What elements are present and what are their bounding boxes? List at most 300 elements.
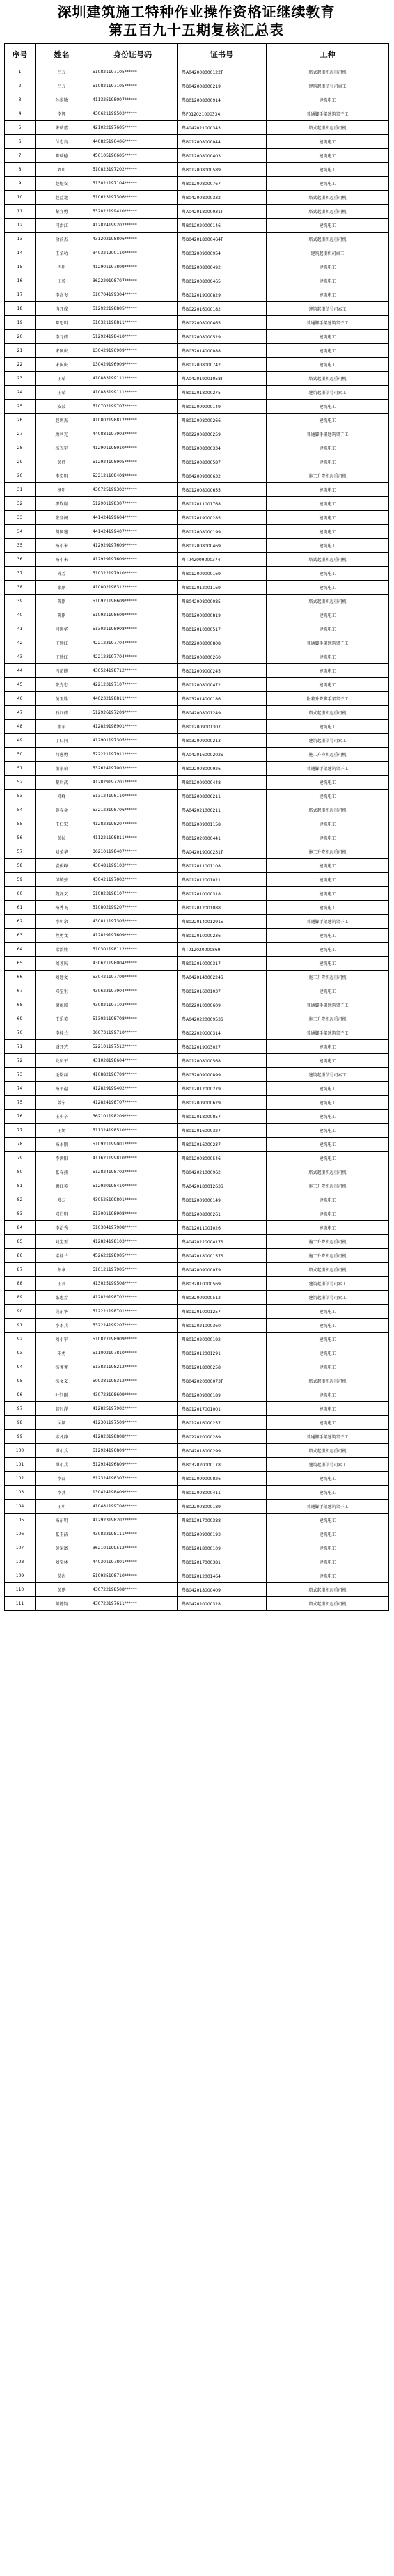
cell-certificate-number: 粤A042014000224S <box>178 971 267 984</box>
cell-trade: 施工升降机起重司机 <box>267 1179 389 1193</box>
cell-id-number: 510921199001****** <box>88 1138 178 1152</box>
cell-trade: 塔式起重机起重司机 <box>267 1583 389 1597</box>
cell-trade: 塔式起重机起重司机 <box>267 803 389 817</box>
cell-name: 闫治江 <box>36 219 88 233</box>
table-row <box>5 1472 389 1486</box>
cell-certificate-number: 粤B012008000546 <box>178 1152 267 1165</box>
cell-name: 陈刚 <box>36 608 88 622</box>
cell-certificate-number: 粤B022008000259 <box>178 427 267 441</box>
cell-id-number: 430481199103****** <box>88 859 178 873</box>
table-row <box>5 358 389 372</box>
cell-id-number: 440301197801****** <box>88 1555 178 1569</box>
cell-index: 97 <box>5 1402 36 1416</box>
table-row <box>5 1416 389 1430</box>
cell-id-number: 410882196709****** <box>88 1068 178 1082</box>
cell-id-number: 430621198004****** <box>88 957 178 971</box>
cell-index: 60 <box>5 887 36 901</box>
cell-index: 89 <box>5 1291 36 1305</box>
cell-certificate-number: 粤B042008000085 <box>178 595 267 608</box>
cell-id-number: 511324198510****** <box>88 1124 178 1138</box>
cell-name: 宋国庆 <box>36 358 88 372</box>
cell-certificate-number: 粤B012009001307 <box>178 720 267 734</box>
cell-index: 23 <box>5 372 36 386</box>
table-row <box>5 971 389 984</box>
cell-certificate-number: 粤B012018000109 <box>178 1541 267 1555</box>
cell-index: 9 <box>5 177 36 191</box>
cell-id-number: 410802198312****** <box>88 581 178 595</box>
cell-id-number: 410802198812****** <box>88 414 178 427</box>
cell-id-number: 532224199207****** <box>88 1319 178 1333</box>
table-row <box>5 344 389 358</box>
cell-trade: 建筑起重信号司索工 <box>267 302 389 316</box>
cell-index: 26 <box>5 414 36 427</box>
cell-trade: 建筑电工 <box>267 831 389 845</box>
cell-index: 51 <box>5 762 36 776</box>
cell-trade: 建筑电工 <box>267 1152 389 1165</box>
cell-index: 46 <box>5 692 36 706</box>
cell-trade: 建筑起重信号司索工 <box>267 734 389 748</box>
cell-certificate-number: 粤B012008000334 <box>178 441 267 455</box>
cell-id-number: 513821198212****** <box>88 1360 178 1374</box>
cell-id-number: 530421197709****** <box>88 971 178 984</box>
cell-name: 李宏明 <box>36 469 88 483</box>
cell-id-number: 430811197305****** <box>88 915 178 929</box>
cell-name: 冯超能 <box>36 664 88 678</box>
cell-trade: 建筑电工 <box>267 539 389 553</box>
cell-certificate-number: 粤B012008000411 <box>178 1486 267 1500</box>
cell-trade: 建筑电工 <box>267 1110 389 1124</box>
cell-id-number: 522121199408****** <box>88 469 178 483</box>
table-row <box>5 650 389 664</box>
cell-name: 黄拉 <box>36 831 88 845</box>
cell-trade: 建筑电工 <box>267 177 389 191</box>
cell-certificate-number: 粤B012008000199 <box>178 525 267 539</box>
table-row <box>5 233 389 246</box>
cell-trade: 建筑起重机司索工 <box>267 246 389 260</box>
table-row <box>5 483 389 497</box>
cell-index: 88 <box>5 1277 36 1291</box>
cell-index: 29 <box>5 455 36 469</box>
table-header-row <box>5 44 389 65</box>
cell-trade: 建筑电工 <box>267 984 389 998</box>
cell-index: 66 <box>5 971 36 984</box>
cell-name: 朱勇 <box>36 1346 88 1360</box>
cell-trade: 施工升降机起重司机 <box>267 1012 389 1026</box>
cell-trade: 普通脚手架建筑架子工 <box>267 1500 389 1514</box>
cell-name: 张惠芳 <box>36 1291 88 1305</box>
cell-id-number: 130429196909****** <box>88 358 178 372</box>
cell-certificate-number: 粤A042008000122T <box>178 65 267 79</box>
cell-id-number: 412823198808****** <box>88 1430 178 1444</box>
cell-id-number: 510823197202****** <box>88 163 178 177</box>
cell-trade: 建筑电工 <box>267 525 389 539</box>
cell-trade: 普通脚手架建筑架子工 <box>267 316 389 330</box>
table-row <box>5 1500 389 1514</box>
cell-index: 54 <box>5 803 36 817</box>
cell-certificate-number: 粤A042021000211 <box>178 803 267 817</box>
cell-index: 40 <box>5 608 36 622</box>
cell-trade: 建筑电工 <box>267 664 389 678</box>
cell-index: 82 <box>5 1193 36 1207</box>
cell-id-number: 512922198805****** <box>88 302 178 316</box>
cell-index: 11 <box>5 205 36 219</box>
table-row <box>5 1333 389 1346</box>
cell-trade: 塔式起重机起重司机 <box>267 1374 389 1388</box>
cell-index: 20 <box>5 330 36 344</box>
table-row <box>5 1555 389 1569</box>
cell-name: 邓峰 <box>36 790 88 803</box>
cell-certificate-number: 粤B022016000182 <box>178 302 267 316</box>
cell-index: 14 <box>5 246 36 260</box>
cell-name: 彭章 <box>36 1263 88 1277</box>
cell-id-number: 510623197306****** <box>88 191 178 205</box>
cell-id-number: 510823198107****** <box>88 887 178 901</box>
cell-certificate-number: 粤B022014001291E <box>178 915 267 929</box>
cell-trade: 塔式起重机起重司机 <box>267 121 389 135</box>
cell-id-number: 413025199508****** <box>88 1277 178 1291</box>
cell-name: 刘宝玉 <box>36 1235 88 1249</box>
cell-id-number: 430821197103****** <box>88 998 178 1012</box>
cell-index: 79 <box>5 1152 36 1165</box>
cell-name: 丁建红 <box>36 650 88 664</box>
cell-trade: 建筑电工 <box>267 1138 389 1152</box>
cell-trade: 建筑电工 <box>267 288 389 302</box>
cell-name: 李永兵 <box>36 1319 88 1333</box>
cell-name: 谭小兵 <box>36 1444 88 1458</box>
cell-name: 杨光军 <box>36 441 88 455</box>
cell-certificate-number: 粤T012020000869 <box>178 943 267 957</box>
cell-trade: 建筑电工 <box>267 1541 389 1555</box>
table-row <box>5 219 389 233</box>
cell-id-number: 512924196809****** <box>88 1458 178 1472</box>
cell-id-number: 412824199202****** <box>88 219 178 233</box>
cell-id-number: 522221197911****** <box>88 748 178 762</box>
cell-trade: 建筑电工 <box>267 1402 389 1416</box>
cell-name: 石红伟 <box>36 706 88 720</box>
cell-index: 5 <box>5 121 36 135</box>
cell-id-number: 510321198811****** <box>88 316 178 330</box>
table-row <box>5 998 389 1012</box>
table-row <box>5 79 389 93</box>
cell-id-number: 510301198112****** <box>88 943 178 957</box>
cell-certificate-number: 粤B042009000079 <box>178 1263 267 1277</box>
cell-name: 梁治胜 <box>36 943 88 957</box>
table-row <box>5 929 389 943</box>
cell-id-number: 412901198910****** <box>88 441 178 455</box>
table-row <box>5 1138 389 1152</box>
table-row <box>5 1444 389 1458</box>
cell-id-number: 510704199304****** <box>88 288 178 302</box>
cell-index: 75 <box>5 1096 36 1110</box>
table-row <box>5 1026 389 1040</box>
header-index: 序号 <box>5 44 36 65</box>
cell-id-number: 422123197704****** <box>88 636 178 650</box>
cell-certificate-number: 粤B012010000236 <box>178 929 267 943</box>
document-sheet <box>4 3 388 1611</box>
table-row <box>5 581 389 595</box>
table-row <box>5 1012 389 1026</box>
cell-trade: 建筑电工 <box>267 414 389 427</box>
table-row <box>5 65 389 79</box>
cell-certificate-number: 粤B012016000257 <box>178 1416 267 1430</box>
cell-trade: 施工升降机起重司机 <box>267 469 389 483</box>
cell-index: 72 <box>5 1054 36 1068</box>
cell-name: 刘宝林 <box>36 1555 88 1569</box>
cell-certificate-number: 粤B012011001026 <box>178 1221 267 1235</box>
title-line-1: 深圳建筑施工特种作业操作资格证继续教育 <box>57 3 336 20</box>
cell-trade: 建筑电工 <box>267 330 389 344</box>
cell-index: 111 <box>5 1597 36 1611</box>
cell-trade: 建筑电工 <box>267 1096 389 1110</box>
cell-index: 74 <box>5 1082 36 1096</box>
table-row <box>5 316 389 330</box>
table-row <box>5 400 389 414</box>
cell-certificate-number: 粤B012020000441 <box>178 831 267 845</box>
cell-certificate-number: 粤B012012001464 <box>178 1569 267 1583</box>
cell-name: 陈思明 <box>36 316 88 330</box>
cell-id-number: 512924196809****** <box>88 1444 178 1458</box>
cell-trade: 建筑电工 <box>267 608 389 622</box>
cell-certificate-number: 粤B012009000245 <box>178 664 267 678</box>
cell-certificate-number: 粤B012008000469 <box>178 539 267 553</box>
cell-trade: 塔式起重机起重司机 <box>267 706 389 720</box>
cell-trade: 建筑电工 <box>267 344 389 358</box>
cell-certificate-number: 粤B012008000261 <box>178 1207 267 1221</box>
cell-index: 93 <box>5 1346 36 1360</box>
cell-id-number: 441424199604****** <box>88 511 178 525</box>
table-row <box>5 1305 389 1319</box>
cell-index: 41 <box>5 622 36 636</box>
cell-trade: 建筑电工 <box>267 720 389 734</box>
cell-id-number: 441424199407****** <box>88 525 178 539</box>
table-row <box>5 469 389 483</box>
cell-id-number: 430723198609****** <box>88 1388 178 1402</box>
cell-id-number: 430421197002****** <box>88 873 178 887</box>
table-row <box>5 1388 389 1402</box>
table-row <box>5 748 389 762</box>
cell-trade: 建筑电工 <box>267 887 389 901</box>
cell-certificate-number: 粤B012008000266 <box>178 414 267 427</box>
cell-id-number: 522101197512****** <box>88 1040 178 1054</box>
cell-index: 42 <box>5 636 36 650</box>
cell-index: 80 <box>5 1165 36 1179</box>
table-row <box>5 1263 389 1277</box>
cell-id-number: 532624197003****** <box>88 762 178 776</box>
cell-trade: 建筑起重信号司索工 <box>267 1291 389 1305</box>
cell-name: 赵世杰 <box>36 414 88 427</box>
cell-id-number: 412929197609****** <box>88 539 178 553</box>
cell-certificate-number: 粤A042022000953S <box>178 1012 267 1026</box>
cell-trade: 建筑电工 <box>267 135 389 149</box>
table-row <box>5 539 389 553</box>
cell-id-number: 411221198811****** <box>88 831 178 845</box>
cell-trade: 建筑起重信号司索工 <box>267 1068 389 1082</box>
cell-certificate-number: 粤B022008000465 <box>178 316 267 330</box>
cell-id-number: 412825197902****** <box>88 1402 178 1416</box>
cell-name: 冉明 <box>36 260 88 274</box>
cell-index: 34 <box>5 525 36 539</box>
cell-id-number: 410481199708****** <box>88 1500 178 1514</box>
cell-name: 王明 <box>36 1500 88 1514</box>
cell-certificate-number: 粤B012019000285 <box>178 511 267 525</box>
cell-name: 王嫣 <box>36 1124 88 1138</box>
cell-trade: 建筑电工 <box>267 1082 389 1096</box>
cell-name: 王晴 <box>36 386 88 400</box>
cell-name: 邹敬弦 <box>36 873 88 887</box>
cell-id-number: 431028198604****** <box>88 1054 178 1068</box>
cell-certificate-number: 粤B012012001021 <box>178 873 267 887</box>
cell-name: 刘建文 <box>36 971 88 984</box>
cell-index: 28 <box>5 441 36 455</box>
table-row <box>5 622 389 636</box>
cell-trade: 建筑电工 <box>267 1472 389 1486</box>
cell-certificate-number: 粤B042021000962 <box>178 1165 267 1179</box>
cell-index: 69 <box>5 1012 36 1026</box>
cell-certificate-number: 粤B012008000819 <box>178 608 267 622</box>
cell-trade: 建筑电工 <box>267 1416 389 1430</box>
cell-id-number: 612324198307****** <box>88 1472 178 1486</box>
cell-id-number: 130429196909****** <box>88 344 178 358</box>
title-line-2: 第五百九十五期复核汇总表 <box>109 22 284 38</box>
cell-trade: 普通脚手架建筑架子工 <box>267 915 389 929</box>
cell-id-number: 510821197105****** <box>88 65 178 79</box>
cell-certificate-number: 粤B012018000857 <box>178 1110 267 1124</box>
cell-certificate-number: 粤B012008000260 <box>178 650 267 664</box>
cell-index: 57 <box>5 845 36 859</box>
cell-trade: 建筑电工 <box>267 1555 389 1569</box>
cell-id-number: 512920198410****** <box>88 1179 178 1193</box>
cell-trade: 普通脚手架建筑架子工 <box>267 1430 389 1444</box>
cell-index: 53 <box>5 790 36 803</box>
cell-trade: 普通脚手架建筑架子工 <box>267 998 389 1012</box>
cell-certificate-number: 粤B012010001257 <box>178 1305 267 1319</box>
table-row <box>5 1193 389 1207</box>
cell-name: 刘才庆 <box>36 957 88 971</box>
table-row <box>5 608 389 622</box>
cell-certificate-number: 粤B012016001037 <box>178 984 267 998</box>
table-row <box>5 1346 389 1360</box>
cell-certificate-number: 粤B012020000192 <box>178 1333 267 1346</box>
table-row <box>5 1277 389 1291</box>
cell-name: 张先忠 <box>36 678 88 692</box>
cell-index: 30 <box>5 469 36 483</box>
cell-trade: 塔式起重机起重司机 <box>267 553 389 567</box>
cell-name: 毛铭磊 <box>36 1068 88 1082</box>
cell-id-number: 532822199410****** <box>88 205 178 219</box>
cell-certificate-number: 粤B012012001291 <box>178 1346 267 1360</box>
cell-certificate-number: 粤B012010000318 <box>178 887 267 901</box>
cell-certificate-number: 粤B012008000742 <box>178 358 267 372</box>
cell-id-number: 440825196406****** <box>88 135 178 149</box>
cell-trade: 施工升降机起重司机 <box>267 971 389 984</box>
cell-name: 黄伟 <box>36 455 88 469</box>
cell-index: 24 <box>5 386 36 400</box>
cell-certificate-number: 粤B012008000492 <box>178 260 267 274</box>
table-row <box>5 414 389 427</box>
cell-id-number: 430525199801****** <box>88 1193 178 1207</box>
cell-trade: 施工升降机起重司机 <box>267 1249 389 1263</box>
cell-trade: 附着升降脚手架架子工 <box>267 692 389 706</box>
cell-trade: 建筑起重信号司索工 <box>267 386 389 400</box>
table-row <box>5 135 389 149</box>
cell-index: 92 <box>5 1333 36 1346</box>
cell-trade: 建筑电工 <box>267 1040 389 1054</box>
cell-index: 21 <box>5 344 36 358</box>
cell-trade: 建筑电工 <box>267 650 389 664</box>
table-row <box>5 817 389 831</box>
cell-index: 44 <box>5 664 36 678</box>
cell-name: 梁桂兰 <box>36 1249 88 1263</box>
cell-certificate-number: 粤B012020000146 <box>178 219 267 233</box>
table-row <box>5 567 389 581</box>
cell-id-number: 440232198811****** <box>88 692 178 706</box>
cell-index: 3 <box>5 93 36 107</box>
table-row <box>5 372 389 386</box>
cell-index: 12 <box>5 219 36 233</box>
cell-name: 李辉 <box>36 107 88 121</box>
cell-trade: 建筑电工 <box>267 1514 389 1527</box>
cell-index: 36 <box>5 553 36 567</box>
cell-id-number: 430524198712****** <box>88 664 178 678</box>
cell-trade: 建筑电工 <box>267 497 389 511</box>
cell-certificate-number: 粤B012008000767 <box>178 177 267 191</box>
cell-trade: 建筑电工 <box>267 1193 389 1207</box>
cell-index: 65 <box>5 957 36 971</box>
cell-name: 安波 <box>36 400 88 414</box>
cell-certificate-number: 粤B032009000512 <box>178 1291 267 1305</box>
cell-id-number: 411325198007****** <box>88 93 178 107</box>
table-row <box>5 1221 389 1235</box>
cell-certificate-number: 粤A042016000202S <box>178 748 267 762</box>
cell-name: 冉开成 <box>36 302 88 316</box>
cell-trade: 建筑电工 <box>267 511 389 525</box>
table-row <box>5 288 389 302</box>
cell-id-number: 412929197609****** <box>88 553 178 567</box>
cell-name: 张鹏 <box>36 581 88 595</box>
cell-index: 2 <box>5 79 36 93</box>
table-row <box>5 1291 389 1305</box>
cell-name: 王晴 <box>36 372 88 386</box>
cell-name: 付忠良 <box>36 135 88 149</box>
table-row <box>5 107 389 121</box>
table-row <box>5 915 389 929</box>
cell-id-number: 500381198312****** <box>88 1374 178 1388</box>
cell-trade: 塔式起重机起重司机 <box>267 1597 389 1611</box>
cell-id-number: 412829198702****** <box>88 1291 178 1305</box>
table-row <box>5 859 389 873</box>
cell-certificate-number: 粤B042018000157S <box>178 1249 267 1263</box>
table-row <box>5 706 389 720</box>
table-row <box>5 636 389 650</box>
cell-id-number: 421022197605****** <box>88 121 178 135</box>
cell-name: 颜懿钧 <box>36 1597 88 1611</box>
cell-index: 32 <box>5 497 36 511</box>
cell-certificate-number: 粤B012009000193 <box>178 1527 267 1541</box>
cell-id-number: 511002197810****** <box>88 1346 178 1360</box>
cell-name: 李治秀 <box>36 1221 88 1235</box>
cell-certificate-number: 粤B022020000289 <box>178 1430 267 1444</box>
cell-trade: 建筑电工 <box>267 776 389 790</box>
cell-certificate-number: 粤B012018000275 <box>178 386 267 400</box>
cell-certificate-number: 粤A042022000417S <box>178 1235 267 1249</box>
cell-certificate-number: 粤B042018000409 <box>178 1583 267 1597</box>
cell-trade: 建筑电工 <box>267 149 389 163</box>
cell-index: 73 <box>5 1068 36 1082</box>
cell-index: 102 <box>5 1472 36 1486</box>
table-row <box>5 1486 389 1500</box>
cell-id-number: 412923198202****** <box>88 1514 178 1527</box>
cell-index: 90 <box>5 1305 36 1319</box>
